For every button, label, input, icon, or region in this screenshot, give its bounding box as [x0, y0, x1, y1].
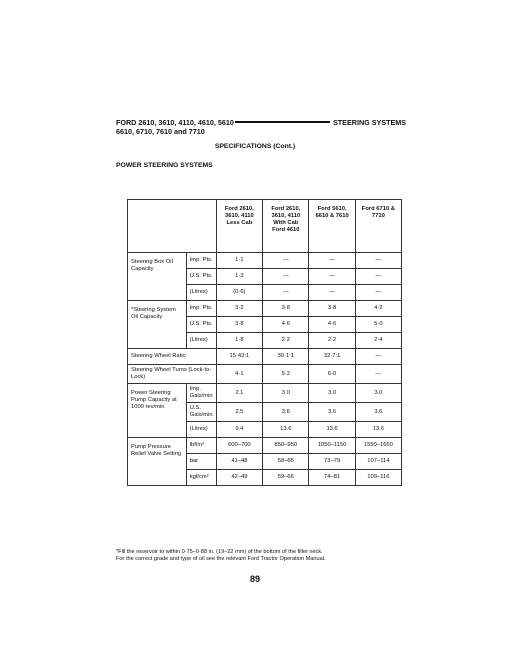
category-cell: Pump Pressure Relief Valve Setting — [128, 438, 187, 486]
unit-cell: kgf/cm² — [186, 470, 216, 486]
value-cell: 13.6 — [263, 422, 309, 438]
value-cell: 30·1:1 — [263, 349, 309, 365]
value-cell: 1550–1650 — [355, 438, 401, 454]
unit-cell: (Litres) — [186, 422, 216, 438]
value-cell: — — [355, 269, 401, 285]
value-cell: 3.0 — [355, 384, 401, 403]
unit-cell: Imp. Gals/min — [186, 384, 216, 403]
value-cell: 42–49 — [216, 470, 263, 486]
value-cell: 3.6 — [355, 403, 401, 422]
value-cell: 5·0 — [355, 317, 401, 333]
table-header-row — [128, 200, 402, 253]
column-header: Ford 2610, 3610, 4110 With Cab Ford 4610 — [263, 200, 309, 253]
value-cell: (0·6) — [216, 285, 263, 301]
value-cell: — — [263, 285, 309, 301]
unit-cell: (Litres) — [186, 285, 216, 301]
spec-table — [127, 199, 402, 486]
value-cell: 1·1 — [216, 253, 263, 269]
header-rule — [235, 121, 330, 123]
value-cell: 3·8 — [216, 317, 263, 333]
value-cell: 32·7:1 — [309, 349, 355, 365]
value-cell: 1·8 — [216, 333, 263, 349]
unit-cell: lbf/in² — [186, 438, 216, 454]
value-cell: 4·6 — [263, 317, 309, 333]
value-cell: 9.4 — [216, 422, 263, 438]
value-cell: 73–79 — [309, 454, 355, 470]
column-header: Ford 2610, 3610, 4110 Less Cab — [216, 200, 263, 253]
value-cell: 74–81 — [309, 470, 355, 486]
value-cell: — — [309, 253, 355, 269]
value-cell: 2.5 — [216, 403, 263, 422]
value-cell: 2·2 — [309, 333, 355, 349]
value-cell: 4·1 — [216, 365, 263, 384]
category-cell: Steering Box Oil Capacity — [128, 253, 187, 301]
unit-cell: U.S. Pts. — [186, 269, 216, 285]
footnote: *Fill the reservoir to within 0·75–0·88 in. (19–22 mm) of the bottom of the filler neck. — [116, 549, 323, 555]
table-row — [128, 253, 402, 269]
value-cell: 107–114 — [355, 454, 401, 470]
table-row — [128, 365, 402, 384]
value-cell: 4·6 — [309, 317, 355, 333]
value-cell: 3·8 — [263, 301, 309, 317]
value-cell: 600–700 — [216, 438, 263, 454]
value-cell: 2.1 — [216, 384, 263, 403]
unit-cell: bar — [186, 454, 216, 470]
value-cell: — — [355, 365, 401, 384]
value-cell: 3.0 — [309, 384, 355, 403]
value-cell: 2·4 — [355, 333, 401, 349]
value-cell: — — [309, 285, 355, 301]
value-cell: 3·2 — [216, 301, 263, 317]
page-number: 89 — [249, 574, 260, 584]
value-cell: — — [355, 253, 401, 269]
table-row — [128, 301, 402, 317]
value-cell: 3·8 — [309, 301, 355, 317]
table-row — [128, 438, 402, 454]
column-header: Ford 5610, 6610 & 7610 — [309, 200, 355, 253]
value-cell: 850–950 — [263, 438, 309, 454]
value-cell: 13.6 — [309, 422, 355, 438]
value-cell: — — [263, 269, 309, 285]
value-cell: — — [355, 349, 401, 365]
value-cell: 13.6 — [355, 422, 401, 438]
page-title: SPECIFICATIONS (Cont.) — [214, 143, 296, 150]
category-cell: Power Steering Pump Capacity at 1000 rev/min — [128, 384, 187, 438]
value-cell: 58–65 — [263, 454, 309, 470]
value-cell: — — [355, 285, 401, 301]
row-label-cell: Steering Wheel Ratio — [128, 349, 217, 365]
unit-cell: U.S. Gals/min — [186, 403, 216, 422]
value-cell: 3.6 — [309, 403, 355, 422]
value-cell: 41–48 — [216, 454, 263, 470]
value-cell: 3.0 — [263, 384, 309, 403]
blank-header-cell — [128, 200, 217, 253]
header-models — [116, 118, 234, 136]
row-label-cell: Steering Wheel Turns (Lock-to-Lock) — [128, 365, 217, 384]
category-cell: *Steering System Oil Capacity — [128, 301, 187, 349]
header-section: STEERING SYSTEMS — [333, 118, 407, 127]
value-cell: 5·2 — [263, 365, 309, 384]
value-cell: 2·2 — [263, 333, 309, 349]
value-cell: 109–116 — [355, 470, 401, 486]
value-cell: 59–66 — [263, 470, 309, 486]
header-models-line2: 6610, 6710, 7610 and 7710 — [116, 127, 205, 136]
value-cell: 4·2 — [355, 301, 401, 317]
value-cell: 6·0 — [309, 365, 355, 384]
value-cell: 1050–1150 — [309, 438, 355, 454]
value-cell: — — [309, 269, 355, 285]
unit-cell: Imp. Pts. — [186, 253, 216, 269]
section-title: POWER STEERING SYSTEMS — [116, 162, 213, 169]
table-row — [128, 349, 402, 365]
unit-cell: (Litres) — [186, 333, 216, 349]
value-cell: 15·43:1 — [216, 349, 263, 365]
column-header: Ford 6710 & 7710 — [355, 200, 401, 253]
value-cell: 1·3 — [216, 269, 263, 285]
unit-cell: U.S. Pts. — [186, 317, 216, 333]
value-cell: — — [263, 253, 309, 269]
unit-cell: Imp. Pts. — [186, 301, 216, 317]
footnote: For the correct grade and type of oil see the relevant Ford Tractor Operation Manual. — [116, 556, 326, 562]
value-cell: 3.6 — [263, 403, 309, 422]
table-row — [128, 384, 402, 403]
header-models-line1: FORD 2610, 3610, 4110, 4610, 5610 — [116, 118, 234, 127]
